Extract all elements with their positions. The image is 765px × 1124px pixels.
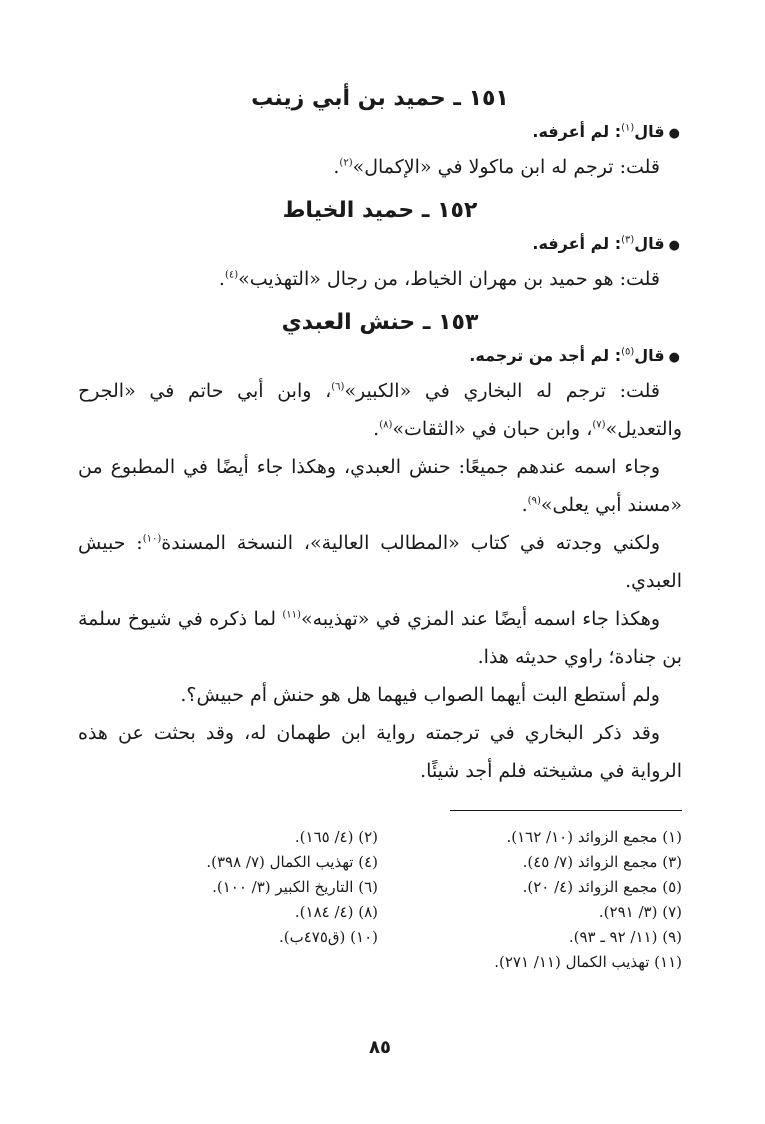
page-number: ٨٥ <box>369 1037 391 1058</box>
footnote-10: (١٠) (ق٤٧٥ب). <box>278 928 378 946</box>
footnote-ref-4[interactable]: (٤) <box>224 269 239 281</box>
paragraph-153-2: وجاء اسمه عندهم جميعًا: حنش العبدي، وهكذا جاء أيضًا في المطبوع من «مسند أبي يعلى»$^{(٩)}$. <box>78 456 682 516</box>
entry-title-151: ١٥١ ـ حميد بن أبي زينب <box>251 86 509 111</box>
footnote-8: (٨) (٤/ ١٨٤). <box>294 903 378 921</box>
footnote-4: (٤) تهذيب الكمال (٧/ ٣٩٨). <box>206 853 378 871</box>
quote-line-153: ●قال$^{(٥)}$: لم أجد من ترجمه. <box>469 346 680 365</box>
footnote-ref-2[interactable]: (٢) <box>339 157 353 169</box>
footnote-ref-10[interactable]: (١٠) <box>142 533 162 545</box>
footnote-ref-6[interactable]: (٦) <box>331 381 345 393</box>
footnote-ref-1[interactable]: (١) <box>621 122 635 134</box>
footnote-divider <box>450 810 682 811</box>
footnote-ref-3[interactable]: (٣) <box>621 234 635 246</box>
paragraph-153-3: ولكني وجدته في كتاب «المطالب العالية»، النسخة المسندة$^{(١٠)}$: حبيش العبدي. <box>78 532 682 592</box>
footnotes <box>78 825 682 975</box>
entry-title-152: ١٥٢ ـ حميد الخياط <box>282 198 478 223</box>
bullet-icon: ● <box>668 238 680 253</box>
footnote-ref-11[interactable]: (١١) <box>282 609 301 621</box>
footnote-2: (٢) (٤/ ١٦٥). <box>294 828 378 846</box>
book-page <box>78 82 682 1082</box>
footnote-7: (٧) (٣/ ٢٩١). <box>598 903 682 921</box>
bullet-icon: ● <box>668 126 680 141</box>
quote-line-151: ●قال$^{(١)}$: لم أعرفه. <box>532 122 680 141</box>
footnote-ref-5[interactable]: (٥) <box>621 346 635 358</box>
footnote-ref-7[interactable]: (٧) <box>592 419 606 431</box>
entry-title-153: ١٥٣ ـ حنش العبدي <box>281 310 479 335</box>
footnote-3: (٣) مجمع الزوائد (٧/ ٤٥). <box>522 853 682 871</box>
footnote-6: (٦) التاريخ الكبير (٣/ ١٠٠). <box>212 878 378 896</box>
quote-line-152: ●قال$^{(٣)}$: لم أعرفه. <box>532 234 680 253</box>
footnote-5: (٥) مجمع الزوائد (٤/ ٢٠). <box>522 878 682 896</box>
paragraph-153-4: وهكذا جاء اسمه أيضًا عند المزي في «تهذيبه»$^{(١١)}$ لما ذكره في شيوخ سلمة بن جنادة؛ راوي حديثه هذا. <box>78 608 682 668</box>
footnote-ref-9[interactable]: (٩) <box>527 495 541 507</box>
paragraph-153-5: ولم أستطع البت أيهما الصواب فيهما هل هو حنش أم حبيش؟. <box>180 684 660 706</box>
footnote-11: (١١) تهذيب الكمال (١١/ ٢٧١). <box>494 953 682 971</box>
bullet-icon: ● <box>668 350 680 365</box>
footnote-1: (١) مجمع الزوائد (١٠/ ١٦٢). <box>506 828 682 846</box>
paragraph-151-1: قلت: ترجم له ابن ماكولا في «الإكمال»$^{(٢)}$. <box>333 156 660 178</box>
paragraph-153-6: وقد ذكر البخاري في ترجمته رواية ابن طهمان له، وقد بحثت عن هذه الرواية في مشيخته فلم أجد شيئًا. <box>78 722 682 782</box>
footnote-ref-8[interactable]: (٨) <box>379 419 393 431</box>
paragraph-153-1: قلت: ترجم له البخاري في «الكبير»$^{(٦)}$، وابن أبي حاتم في «الجرح والتعديل»$^{(٧)}$، وابن حبان في «الثقات»$^{(٨)}$. <box>78 380 682 440</box>
paragraph-152-1: قلت: هو حميد بن مهران الخياط، من رجال «التهذيب»$^{(٤)}$. <box>218 268 660 290</box>
footnote-9: (٩) (١١/ ٩٢ ـ ٩٣). <box>568 928 682 946</box>
